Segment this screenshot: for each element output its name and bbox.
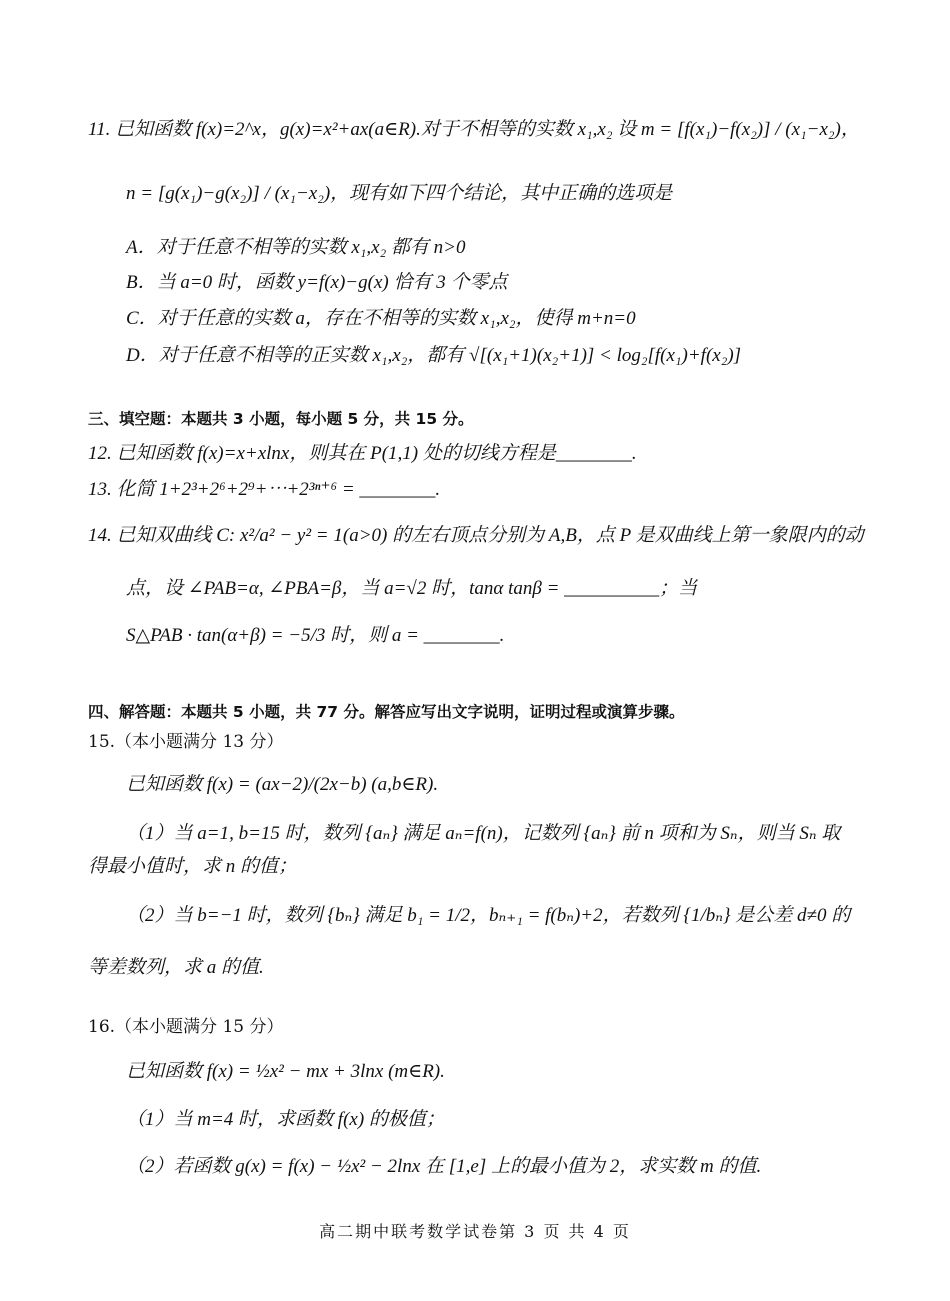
q16-part1: （1）当 m=4 时，求函数 f(x) 的极值； bbox=[126, 1109, 445, 1130]
q14-line2: 点，设 ∠PAB=α, ∠PBA=β，当 a=√2 时，tanα tanβ = __________；当 bbox=[126, 578, 698, 599]
q11-stem-line1: 11. 已知函数 f(x)=2^x，g(x)=x²+ax(a∈R).对于不相等的实数 x₁,x₂ 设 m = [f(x₁)−f(x₂)] / (x₁−x₂)， bbox=[88, 119, 860, 140]
section4-heading: 四、解答题：本题共 5 小题，共 77 分。解答应写出文字说明，证明过程或演算步骤。 bbox=[88, 703, 685, 721]
q15-part2-line1: （2）当 b=−1 时，数列 {bₙ} 满足 b₁ = 1/2，bₙ₊₁ = f(bₙ)+2，若数列 {1/bₙ} 是公差 d≠0 的 bbox=[126, 905, 851, 926]
q11-option-d: D．对于任意不相等的正实数 x₁,x₂，都有 √[(x₁+1)(x₂+1)] < log₂[f(x₁)+f(x₂)] bbox=[126, 345, 742, 366]
q13: 13. 化简 1+2³+2⁶+2⁹+⋯+2³ⁿ⁺⁶ = ________. bbox=[88, 479, 441, 500]
q15-title: 15.（本小题满分 13 分） bbox=[88, 732, 284, 752]
page-footer: 高二期中联考数学试卷第 3 页 共 4 页 bbox=[319, 1222, 631, 1241]
q11-option-a: A．对于任意不相等的实数 x₁,x₂ 都有 n>0 bbox=[126, 237, 466, 258]
q16-title: 16.（本小题满分 15 分） bbox=[88, 1017, 284, 1037]
q11-stem-line2: n = [g(x₁)−g(x₂)] / (x₁−x₂)，现有如下四个结论，其中正确的选项是 bbox=[126, 183, 673, 204]
q15-given: 已知函数 f(x) = (ax−2)/(2x−b) (a,b∈R). bbox=[126, 774, 439, 795]
q15-part1-line2: 得最小值时，求 n 的值； bbox=[88, 856, 298, 877]
q12: 12. 已知函数 f(x)=x+xlnx，则其在 P(1,1) 处的切线方程是________. bbox=[88, 443, 637, 464]
q15-part1-line1: （1）当 a=1, b=15 时，数列 {aₙ} 满足 aₙ=f(n)，记数列 {aₙ} 前 n 项和为 Sₙ，则当 Sₙ 取 bbox=[126, 823, 841, 844]
q15-part2-line2: 等差数列，求 a 的值. bbox=[88, 957, 264, 978]
q14-line3: S△PAB · tan(α+β) = −5/3 时，则 a = ________. bbox=[126, 625, 505, 646]
q11-option-b: B．当 a=0 时，函数 y=f(x)−g(x) 恰有 3 个零点 bbox=[126, 272, 508, 293]
q16-part2: （2）若函数 g(x) = f(x) − ½x² − 2lnx 在 [1,e] 上的最小值为 2，求实数 m 的值. bbox=[126, 1156, 762, 1177]
q16-given: 已知函数 f(x) = ½x² − mx + 3lnx (m∈R). bbox=[126, 1061, 445, 1082]
q11-option-c: C．对于任意的实数 a，存在不相等的实数 x₁,x₂，使得 m+n=0 bbox=[126, 308, 636, 329]
q14-line1: 14. 已知双曲线 C: x²/a² − y² = 1(a>0) 的左右顶点分别为 A,B，点 P 是双曲线上第一象限内的动 bbox=[88, 525, 864, 546]
section3-heading: 三、填空题：本题共 3 小题，每小题 5 分，共 15 分。 bbox=[88, 410, 474, 428]
